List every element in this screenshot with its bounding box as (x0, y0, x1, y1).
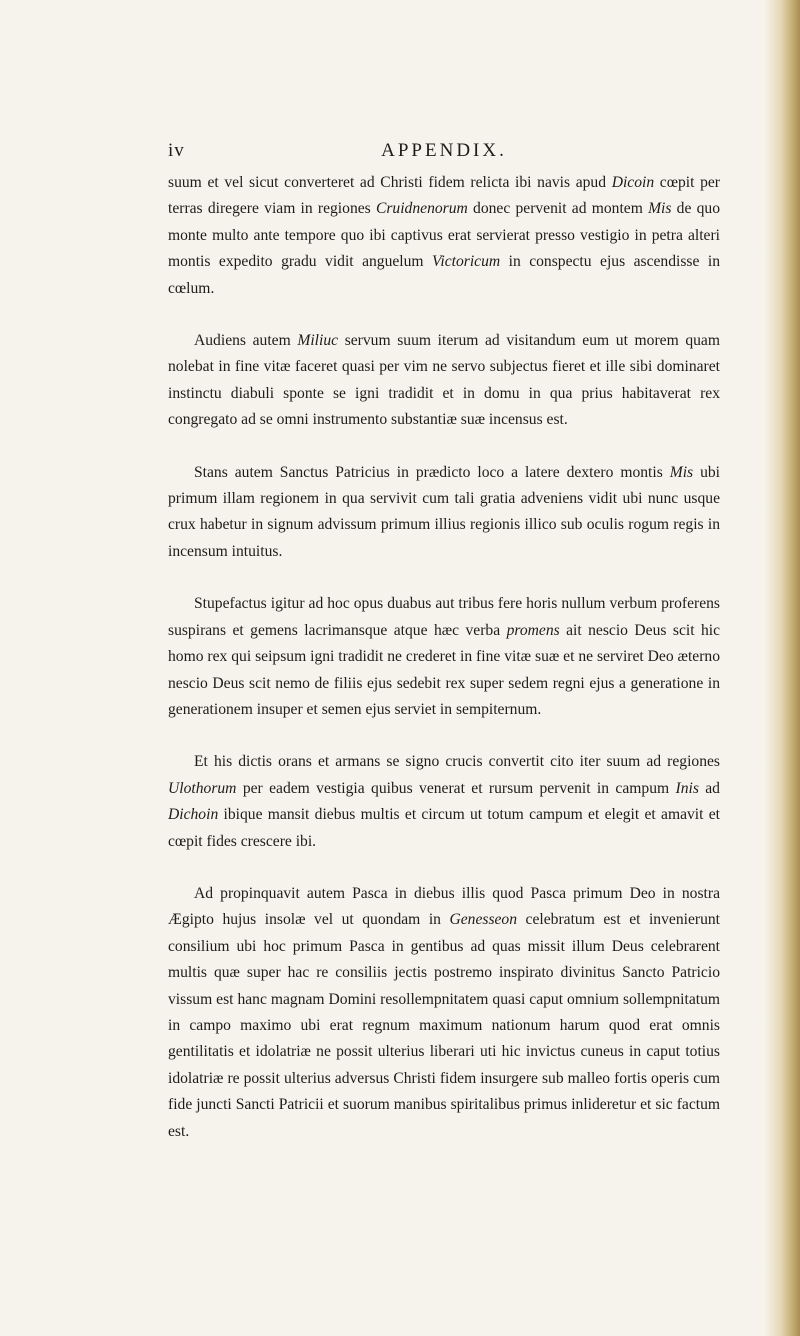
text-run: ibique mansit diebus multis et circum ut totum campum et elegit et amavit et cœpit fides crescere ibi. (168, 806, 720, 850)
italic-name: Inis (675, 779, 699, 797)
text-run: donec pervenit ad montem (467, 200, 649, 218)
italic-name: Miliuc (297, 332, 339, 350)
italic-name: Ulothorum (168, 779, 237, 797)
page-header (168, 140, 720, 170)
italic-name: Dicoin (611, 174, 655, 191)
text-run: servum suum iterum ad visitandum eum ut morem quam nolebat in fine vitæ faceret quasi per vim ne servo subjectus fieret et ille sibi dominaret instinctu diabuli sponte se igni tradidit et in domu in qua prius habitaverat rex congregato ad se omni instrumento substantiæ suæ incensus est. (168, 332, 720, 429)
text-run: ait nescio Deus scit hic homo rex qui seipsum igni tradidit ne crederet in fine vitæ suæ et ne serviret Deo æterno nescio Deus scit nemo de filiis ejus sedebit rex super sedem regni ejus a generatione in generationem insuper et semen ejus serviet in sempiternum. (168, 621, 721, 718)
italic-name: Mis (669, 463, 694, 481)
text-run: suum et vel sicut converteret ad Christi fidem relicta ibi navis apud (168, 174, 612, 191)
paragraph-4 (168, 591, 720, 723)
italic-name: Mis (648, 200, 672, 218)
body-text (168, 170, 720, 1171)
paragraph-6 (168, 881, 720, 1145)
text-run: ubi primum illam regionem in qua servivit cum tali gratia adveniens vidit ubi nunc usque crux habetur in signum advissum primum illius regionis illico sub oculis rogum regis in incensum intuitus. (168, 463, 721, 560)
paragraph-5 (168, 749, 720, 855)
text-run: Audiens autem (194, 332, 298, 350)
text-run: cœpit per terras diregere viam in regiones (168, 174, 720, 218)
italic-name: Genesseon (449, 911, 518, 929)
running-title: APPENDIX. (381, 140, 507, 161)
page-number: iv (168, 140, 185, 161)
page-edge-shadow (764, 0, 800, 1336)
italic-name: Cruidnenorum (375, 200, 468, 218)
text-run: Ad propinquavit autem Pasca in diebus illis quod Pasca primum Deo in nostra Ægipto hujus insolæ vel ut quondam in (168, 884, 720, 929)
paragraph-3 (168, 460, 720, 566)
text-run: de quo monte multo ante tempore quo ibi captivus erat servierat presso vestigio in petra alteri montis expedito gradu vidit anguelum (168, 200, 721, 271)
text-run: Stans autem Sanctus Patricius in prædicto loco a latere dextero montis (194, 463, 670, 481)
italic-name: Dichoin (168, 806, 219, 824)
paragraph-2 (168, 328, 720, 434)
text-run: per eadem vestigia quibus venerat et rursum pervenit in campum (236, 779, 676, 797)
text-run: ad (698, 779, 720, 797)
italic-name: Victoricum (432, 253, 501, 271)
text-run: in conspectu ejus ascendisse in cœlum. (168, 253, 720, 297)
text-run: Et his dictis orans et armans se signo crucis convertit cito iter suum ad regiones (194, 753, 720, 771)
paragraph-1 (168, 170, 720, 302)
text-run: Stupefactus igitur ad hoc opus duabus aut tribus fere horis nullum verbum proferens suspirans et gemens lacrimansque atque hæc verba (168, 595, 720, 639)
italic-name: promens (506, 621, 560, 639)
text-run: celebratum est et invenierunt consilium ubi hoc primum Pasca in gentibus ad quas missit illum Deus celebrarent multis quæ super hac re consiliis jectis postremo inspirato divinitus Sancto Patricio vissum est hanc magnam Domini resollempnitatem quasi caput omnium sollempnitatum in campo maximo ubi erat regnum maximum nationum harum quod erat omnis gentilitatis et idolatriæ ne possit ulterius liberari uti hic invictus cuneus in caput totius idolatriæ re possit ulterius adversus Christi fidem insurgere sub malleo fortis operis cum fide juncti Sancti Patricii et suorum manibus spiritalibus primus inlideretur et sic factum est. (168, 911, 720, 1140)
